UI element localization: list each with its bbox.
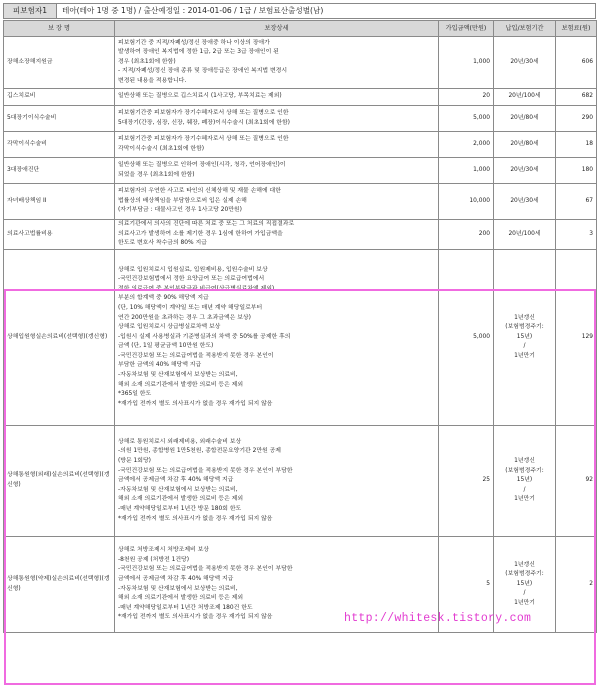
detail-line: 해외 소재 의료기관에서 발생한 의료비 등은 제외 bbox=[118, 595, 244, 602]
coverage-name: 상해통원형(외래)실손의료비(선택형)(갱신형) bbox=[4, 426, 115, 537]
detail-line: 상해로 입원치료시 입원실료, 입원제비용, 입원수술비 보상 bbox=[118, 266, 268, 273]
detail-line: (방문 1회당) bbox=[118, 458, 151, 465]
coverage-period bbox=[494, 250, 556, 426]
detail-line: 되었을 경우 (최초1회에 한함) bbox=[118, 171, 195, 178]
coverage-premium: 92 bbox=[556, 426, 597, 537]
table-row bbox=[4, 426, 597, 537]
period-line: / bbox=[523, 343, 526, 350]
detail-line: 일반상해 또는 질병으로 깁스치료시 (1사고당, 부목치료는 제외) bbox=[118, 93, 282, 100]
detail-line: -의원 1만원, 종합병원 1만5천원, 종합전문요양기관 2만원 공제 bbox=[118, 448, 281, 455]
coverage-name: 상해통원형(약제)실손의료비(선택형)(갱신형) bbox=[4, 537, 115, 633]
detail-line: 피보험기간 중 지적/자폐성/정신 장애중 하나 이상의 장애가 bbox=[118, 39, 270, 46]
detail-line: 5대장기(간장, 심장, 신장, 췌장, 폐장)이식수술시 (최초1회에 한함) bbox=[118, 119, 290, 126]
coverage-name: 3대장애진단 bbox=[4, 158, 115, 184]
detail-line: -8천원 공제 (처방전 1건당) bbox=[118, 556, 190, 563]
detail-line: -국민건강보험 또는 의료급여법을 적용받지 못한 경우 본인이 부담한 bbox=[118, 467, 293, 474]
coverage-period bbox=[494, 158, 556, 184]
detail-line: 일반상해 또는 질병으로 인하여 장애인(시각, 청각, 언어장애인)이 bbox=[118, 161, 286, 168]
col-header-amount: 가입금액(만원) bbox=[439, 21, 494, 37]
coverage-detail bbox=[115, 37, 439, 89]
detail-line: 금액에서 공제금액 차감 후 40% 해당액 지급 bbox=[118, 575, 234, 582]
coverage-amount: 200 bbox=[439, 220, 494, 250]
table-row bbox=[4, 37, 597, 89]
period-line: / bbox=[523, 486, 526, 493]
col-header-premium: 보험료(원) bbox=[556, 21, 597, 37]
detail-line: 피보험자의 우연한 사고로 타인의 신체상해 및 재물 손해에 대한 bbox=[118, 188, 281, 195]
detail-line: 부분의 합계액 중 90% 해당액 지급 bbox=[118, 295, 209, 302]
table-row bbox=[4, 220, 597, 250]
detail-line: -입원시 실제 사용병실과 기준병실과의 차액 중 50%를 공제한 후의 bbox=[118, 333, 291, 340]
detail-line: 정한 의료급여 중 본인부담금과 비급여(상급병실료차액 제외) bbox=[118, 285, 275, 292]
period-line: / bbox=[523, 590, 526, 597]
period-line: 20년/30세 bbox=[510, 197, 539, 204]
coverage-amount: 20 bbox=[439, 89, 494, 106]
coverage-premium: 3 bbox=[556, 220, 597, 250]
detail-line: 피보험기간중 피보험자가 장기수혜자로서 상해 또는 질병으로 인한 bbox=[118, 135, 289, 142]
period-line: 15년) bbox=[516, 580, 533, 587]
coverage-name: 의료사고법률비용 bbox=[4, 220, 115, 250]
table-row bbox=[4, 132, 597, 158]
coverage-amount: 5,000 bbox=[439, 250, 494, 426]
detail-line: 상해로 처방조제시 처방조제비 보상 bbox=[118, 547, 209, 554]
detail-line: -국민건강보험 또는 의료급여법을 적용받지 못한 경우 본인이 부담한 bbox=[118, 566, 293, 573]
detail-line: 금액에서 공제금액 차감 후 40% 해당액 지급 bbox=[118, 477, 234, 484]
col-header-detail: 보장상세 bbox=[115, 21, 439, 37]
coverage-period bbox=[494, 132, 556, 158]
coverage-amount: 5,000 bbox=[439, 106, 494, 132]
detail-line: - 지적/자폐성/정신 장애 종류 및 장애등급은 장애인 복지법 변경시 bbox=[118, 68, 288, 75]
coverage-name: 각막이식수술비 bbox=[4, 132, 115, 158]
table-header-row bbox=[4, 21, 597, 37]
coverage-period bbox=[494, 426, 556, 537]
detail-line: 발생하여 장애인 복지법에 정한 1급, 2급 또는 3급 장애인이 된 bbox=[118, 49, 279, 56]
detail-line: *재가입 전까지 별도 의사표시가 없을 경우 재가입 되지 않음 bbox=[118, 614, 273, 621]
coverage-table bbox=[3, 20, 597, 633]
coverage-period bbox=[494, 184, 556, 220]
coverage-detail bbox=[115, 220, 439, 250]
coverage-amount: 2,000 bbox=[439, 132, 494, 158]
coverage-premium: 290 bbox=[556, 106, 597, 132]
detail-line: -매년 계약해당일로부터 1년간 처방조제 180건 한도 bbox=[118, 604, 253, 611]
table-row bbox=[4, 158, 597, 184]
detail-line: 각막이식수술시 (최초1회에 한함) bbox=[118, 145, 205, 152]
detail-line: 해외 소재 의료기관에서 발생한 의료비 등은 제외 bbox=[118, 381, 244, 388]
detail-line: 의료기관에서 의사의 진단에 따른 처료 중 또는 그 처료의 직접결과로 bbox=[118, 221, 295, 228]
coverage-amount: 5 bbox=[439, 537, 494, 633]
detail-line: 상해로 통원치료시 외래제비용, 외래수술비 보상 bbox=[118, 438, 242, 445]
coverage-detail bbox=[115, 184, 439, 220]
detail-line: -자동차보험 및 산재보험에서 보상받는 의료비, bbox=[118, 486, 238, 493]
coverage-premium: 129 bbox=[556, 250, 597, 426]
coverage-premium: 606 bbox=[556, 37, 597, 89]
detail-line: 법률상의 배상책임을 부담함으로써 입은 실제 손해 bbox=[118, 197, 247, 204]
detail-line: 의료사고가 발생하여 소를 제기한 경우 1심에 한하여 가입금액을 bbox=[118, 230, 283, 237]
detail-line: (단, 10% 해당액이 계약일 또는 매년 계약 해당일로부터 bbox=[118, 304, 263, 311]
detail-line: -자동차보험 및 산재보험에서 보상받는 의료비, bbox=[118, 585, 238, 592]
coverage-premium: 180 bbox=[556, 158, 597, 184]
coverage-premium: 682 bbox=[556, 89, 597, 106]
watermark-text: http://whitesk.tistory.com bbox=[344, 612, 532, 625]
period-line: 20년/100세 bbox=[508, 230, 541, 237]
detail-line: *재가입 전까지 별도 의사표시가 없을 경우 재가입 되지 않음 bbox=[118, 515, 273, 522]
detail-line: (자기부담금 : 대물사고인 경우 1사고당 20만원) bbox=[118, 207, 242, 214]
detail-line: 피보험기간중 피보험자가 장기수혜자로서 상해 또는 질병으로 인한 bbox=[118, 109, 289, 116]
coverage-detail bbox=[115, 132, 439, 158]
coverage-amount: 25 bbox=[439, 426, 494, 537]
period-line: 20년/100세 bbox=[508, 93, 541, 100]
col-header-period: 납입/보험기간 bbox=[494, 21, 556, 37]
detail-line: *365일 한도 bbox=[118, 391, 152, 398]
coverage-period bbox=[494, 106, 556, 132]
coverage-name: 깁스치료비 bbox=[4, 89, 115, 106]
coverage-detail bbox=[115, 426, 439, 537]
period-line: (보험범경주기: bbox=[505, 467, 544, 474]
period-line: 1년갱신 bbox=[514, 314, 535, 321]
detail-line: 금액 (단, 1일 평균금액 10만원 한도) bbox=[118, 343, 214, 350]
detail-line: 경우 (최초1회에 한함) bbox=[118, 58, 176, 65]
insured-header bbox=[3, 3, 596, 19]
period-line: 1년갱신 bbox=[514, 458, 535, 465]
coverage-detail bbox=[115, 89, 439, 106]
period-line: 20년/30세 bbox=[510, 166, 539, 173]
detail-line: *재가입 전까지 별도 의사표시가 없을 경우 재가입 되지 않음 bbox=[118, 400, 273, 407]
coverage-period bbox=[494, 89, 556, 106]
detail-line: 한도로 변호사 착수금의 80% 지급 bbox=[118, 240, 207, 247]
detail-line: -매년 계약해당일로부터 1년간 방문 180회 한도 bbox=[118, 505, 242, 512]
detail-line: -자동차보험 및 산재보험에서 보상받는 의료비, bbox=[118, 372, 238, 379]
insured-label: 피보험자1 bbox=[4, 4, 57, 18]
coverage-detail bbox=[115, 106, 439, 132]
insured-info: 테아(테아 1명 중 1명) / 출산예정일 : 2014-01-06 / 1급 / 보험료산출성별(남) bbox=[62, 6, 324, 15]
coverage-premium: 2 bbox=[556, 537, 597, 633]
period-line: (보험범경주기: bbox=[505, 324, 544, 331]
coverage-amount: 1,000 bbox=[439, 37, 494, 89]
detail-line: 연간 200만원을 초과하는 경우 그 초과금액은 보상) bbox=[118, 314, 251, 321]
table-row bbox=[4, 106, 597, 132]
coverage-detail bbox=[115, 158, 439, 184]
period-line: 15년) bbox=[516, 333, 533, 340]
period-line: (보험범경주기: bbox=[505, 571, 544, 578]
period-line: 1년갱신 bbox=[514, 561, 535, 568]
period-line: 20년/30세 bbox=[510, 58, 539, 65]
period-line: 1년만기 bbox=[514, 352, 535, 359]
coverage-name: 자녀배상책임 II bbox=[4, 184, 115, 220]
coverage-detail bbox=[115, 250, 439, 426]
detail-line: 상해로 입원치료시 상급병실료차액 보상 bbox=[118, 324, 221, 331]
period-line: 1년만기 bbox=[514, 599, 535, 606]
coverage-amount: 10,000 bbox=[439, 184, 494, 220]
coverage-period bbox=[494, 220, 556, 250]
coverage-name: 5대장기이식수술비 bbox=[4, 106, 115, 132]
coverage-name: 장해소장해지원금 bbox=[4, 37, 115, 89]
period-line: 20년/80세 bbox=[510, 114, 539, 121]
period-line: 15년) bbox=[516, 477, 533, 484]
period-line: 20년/80세 bbox=[510, 140, 539, 147]
col-header-name: 보 장 명 bbox=[4, 21, 115, 37]
detail-line: 부담한 금액의 40% 해당액 지급 bbox=[118, 362, 202, 369]
coverage-amount: 1,000 bbox=[439, 158, 494, 184]
coverage-premium: 67 bbox=[556, 184, 597, 220]
coverage-period bbox=[494, 37, 556, 89]
table-row bbox=[4, 89, 597, 106]
detail-line: 변경된 내용을 적용합니다. bbox=[118, 77, 187, 84]
coverage-premium: 18 bbox=[556, 132, 597, 158]
detail-line: -국민건강보험 또는 의료급여법을 적용받지 못한 경우 본인이 bbox=[118, 352, 274, 359]
detail-line: -국민건강보험법에서 정한 요양급여 또는 의료급여법에서 bbox=[118, 276, 265, 283]
table-row bbox=[4, 250, 597, 426]
detail-line: 해외 소재 의료기관에서 발생한 의료비 등은 제외 bbox=[118, 496, 244, 503]
period-line: 1년만기 bbox=[514, 496, 535, 503]
table-row bbox=[4, 184, 597, 220]
coverage-name: 상해입원형실손의료비(선택형)(갱신형) bbox=[4, 250, 115, 426]
